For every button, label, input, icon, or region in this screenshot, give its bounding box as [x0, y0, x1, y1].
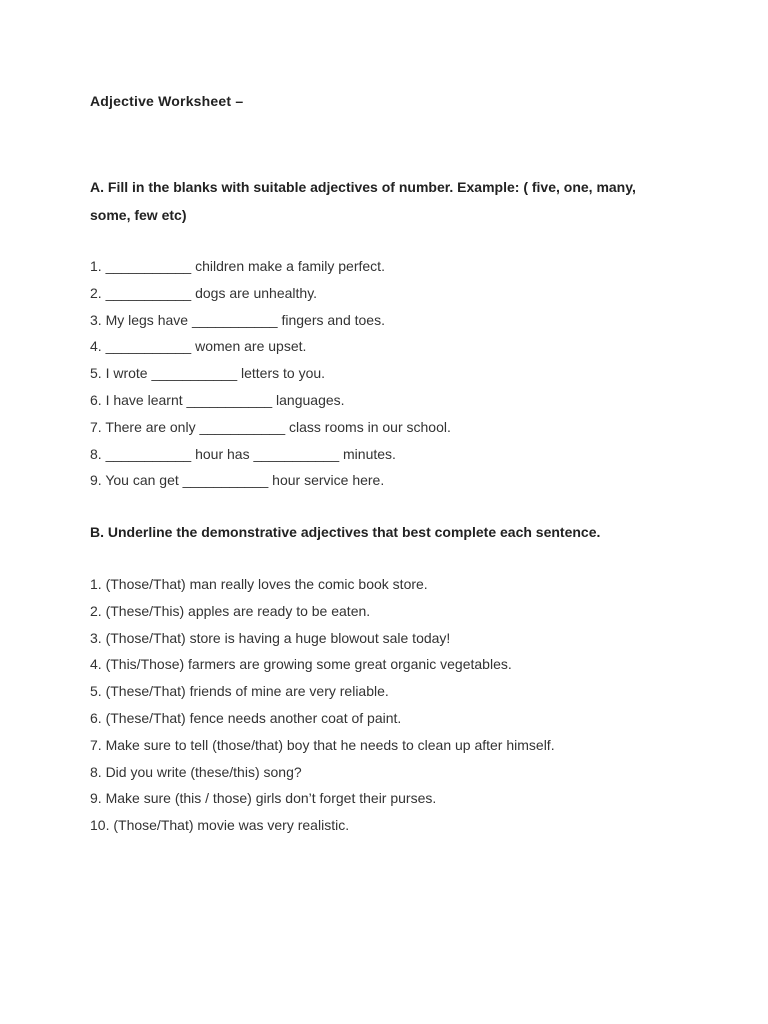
section-b-item: 10. (Those/That) movie was very realistic. — [90, 817, 350, 834]
section-a-item: 1. ___________ children make a family perfect. — [90, 258, 385, 274]
section-b-item: 3. (Those/That) store is having a huge blowout sale today! — [90, 629, 451, 646]
section-b-item: 7. Make sure to tell (those/that) boy that he needs to clean up after himself. — [90, 736, 555, 753]
section-b-list — [90, 571, 555, 839]
section-b-item: 4. (This/Those) farmers are growing some great organic vegetables. — [90, 656, 512, 673]
section-a-item: 4. ___________ women are upset. — [90, 338, 307, 355]
section-b-item: 5. (These/That) friends of mine are very reliable. — [90, 683, 389, 700]
section-a-item: 6. I have learnt ___________ languages. — [90, 391, 345, 408]
section-b-item: 9. Make sure (this / those) girls don’t forget their purses. — [90, 790, 437, 807]
section-a-item: 7. There are only ___________ class rooms in our school. — [90, 418, 451, 435]
section-b-item: 2. (These/This) apples are ready to be eaten. — [90, 602, 371, 619]
worksheet-title: Adjective Worksheet – — [90, 93, 244, 109]
section-b-item: 6. (These/That) fence needs another coat of paint. — [90, 709, 402, 726]
section-a-item: 9. You can get ___________ hour service here. — [90, 472, 385, 489]
section-a-list — [90, 253, 451, 494]
section-a-item: 5. I wrote ___________ letters to you. — [90, 365, 326, 382]
section-a-item: 8. ___________ hour has ___________ minutes. — [90, 445, 396, 462]
section-b-item: 8. Did you write (these/this) song? — [90, 763, 302, 780]
section-a-item: 2. ___________ dogs are unhealthy. — [90, 284, 318, 301]
section-a-heading: A. Fill in the blanks with suitable adjectives of number. Example: ( five, one, many, some, few etc) — [90, 179, 636, 223]
section-b-item: 1. (Those/That) man really loves the comic book store. — [90, 576, 428, 592]
section-b-heading: B. Underline the demonstrative adjectives that best complete each sentence. — [90, 524, 601, 540]
section-a-item: 3. My legs have ___________ fingers and toes. — [90, 311, 385, 328]
